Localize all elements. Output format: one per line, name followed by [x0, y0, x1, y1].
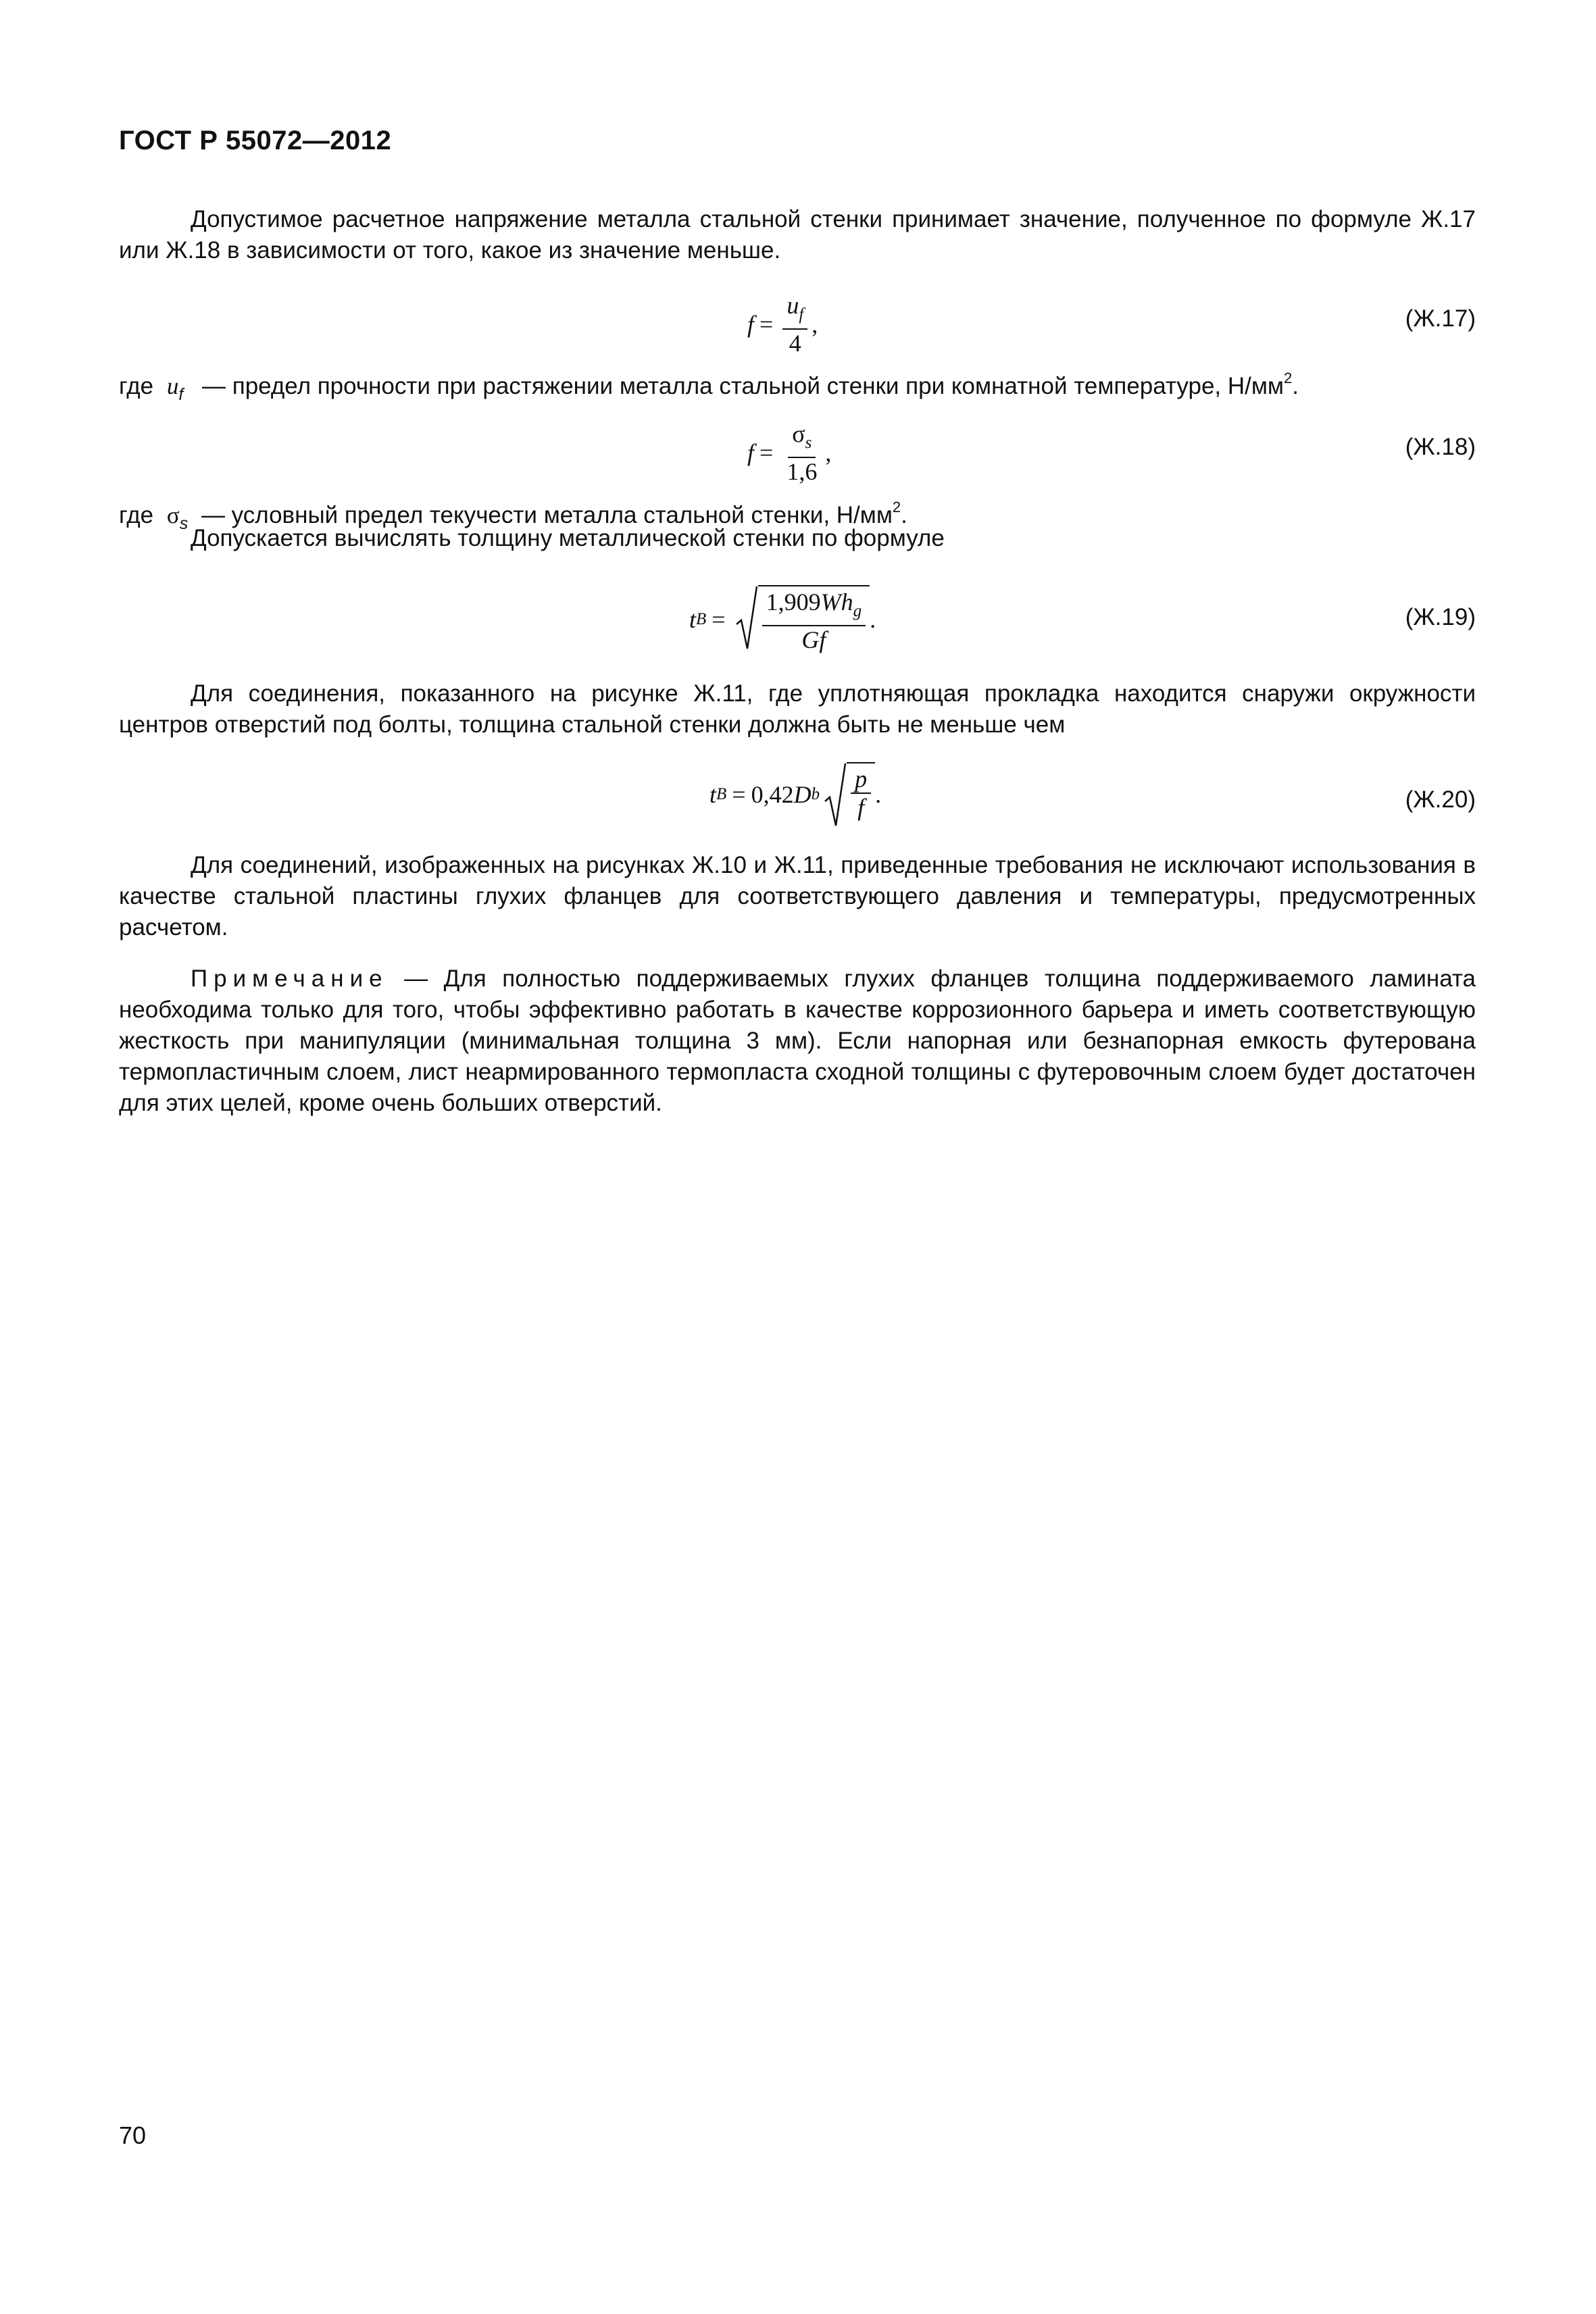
eq17-equals: = — [759, 311, 774, 338]
eq17-tail: , — [812, 311, 818, 338]
equation-zh19 — [689, 585, 876, 653]
eq20-numerator: p — [851, 765, 871, 794]
equation-zh17 — [747, 292, 818, 357]
equation-zh18 — [747, 420, 831, 485]
sqrt-radical-icon — [735, 585, 758, 650]
eq19-lhs: t — [689, 605, 697, 633]
eq20-fraction — [851, 765, 871, 821]
eq20-sqrt — [824, 762, 875, 827]
where18-prefix: где — [119, 502, 154, 528]
eq18-lhs: f — [747, 439, 755, 466]
eq19-equals: = — [712, 605, 726, 633]
eq20-lhs-sub: B — [716, 785, 727, 803]
eq18-fraction — [782, 420, 821, 485]
where18-sup: 2 — [892, 499, 901, 515]
note-paragraph — [119, 963, 1476, 1119]
eq17-denominator: 4 — [789, 330, 801, 357]
eq20-coef: 0,42 — [751, 781, 794, 808]
eq17-number: (Ж.17) — [1405, 305, 1476, 332]
eq18-tail: , — [825, 439, 832, 466]
eq18-numerator-sub: s — [805, 434, 812, 452]
eq19-numerator-coef: 1,909 — [766, 588, 821, 615]
eq20-denominator: f — [857, 794, 865, 821]
eq19-number: (Ж.19) — [1405, 604, 1476, 630]
eq17-numerator-sub: f — [799, 305, 804, 324]
page-number: 70 — [119, 2121, 147, 2149]
where17-text: — предел прочности при растяжении металла стальной стенки при комнатной температуре, Н/мм — [202, 373, 1284, 399]
eq20-var-sub: b — [811, 785, 820, 803]
where17-sup: 2 — [1284, 370, 1293, 386]
where18-var: σ — [166, 502, 180, 528]
where17-end: . — [1292, 373, 1299, 399]
where18-end: . — [901, 502, 907, 528]
eq20-lhs: t — [709, 781, 717, 808]
where-uf-line — [119, 363, 1476, 410]
eq20-equals: = — [732, 781, 746, 808]
eq20-tail: . — [875, 781, 882, 808]
eq20-var: D — [793, 781, 812, 808]
where17-var-sub: f — [178, 385, 184, 404]
where18-var-sub: s — [179, 514, 189, 533]
eq18-equals: = — [759, 439, 774, 466]
document-header: ГОСТ Р 55072—2012 — [119, 126, 392, 155]
eq17-numerator: u — [787, 292, 799, 319]
eq19-tail: . — [870, 605, 876, 633]
eq20-number: (Ж.20) — [1405, 786, 1476, 813]
connections-paragraph: Для соединений, изображенных на рисунках Ж.10 и Ж.11, приведенные требования не исключают использования в качестве стальной пластины глухих фланцев для соответствующего давления и температуры, предусмотренных расчетом. — [119, 852, 1476, 940]
eq17-lhs: f — [747, 311, 755, 338]
where18-text: — условный предел текучести металла стальной стенки, Н/мм — [201, 502, 893, 528]
connection-paragraph: Для соединения, показанного на рисунке Ж.11, где уплотняющая прокладка находится снаружи окружности центров отверстий под болты, толщина стальной стенки должна быть не меньше чем — [119, 680, 1476, 738]
eq19-denominator: Gf — [801, 626, 826, 653]
eq18-denominator: 1,6 — [787, 458, 818, 485]
eq19-fraction — [762, 588, 866, 653]
intro-paragraph: Допустимое расчетное напряжение металла стальной стенки принимает значение, полученное по формуле Ж.17 или Ж.18 в зависимости от того, какое из значение меньше. — [119, 206, 1476, 263]
eq19-lhs-sub: B — [696, 609, 707, 628]
eq19-numerator-sub: g — [853, 602, 862, 620]
eq17-fraction — [782, 292, 807, 357]
note-label: Примечание — [191, 965, 389, 992]
where17-prefix: где — [119, 373, 154, 399]
equation-zh20 — [709, 762, 881, 827]
sqrt-radical-icon — [824, 762, 847, 827]
note-text: — Для полностью поддерживаемых глухих фланцев толщина поддерживаемого ламината необходима только для того, чтобы эффективно работать в качестве коррозионного барьера и иметь соответствующую жесткость при манипуляции (минимальная толщина 3 мм). Если напорная или безнапорная емкость футерована термопластичным слоем, лист неармированного термопласта сходной толщины с футеровочным слоем будет достаточен для этих целей, кроме очень больших отверстий. — [119, 965, 1476, 1116]
eq18-number: (Ж.18) — [1405, 434, 1476, 460]
eq18-numerator: σ — [792, 420, 805, 447]
eq19-sqrt — [735, 585, 870, 653]
where17-var: u — [166, 373, 179, 399]
thickness-paragraph: Допускается вычислять толщину металлической стенки по формуле — [191, 525, 945, 551]
eq19-numerator-var: Wh — [820, 588, 853, 615]
